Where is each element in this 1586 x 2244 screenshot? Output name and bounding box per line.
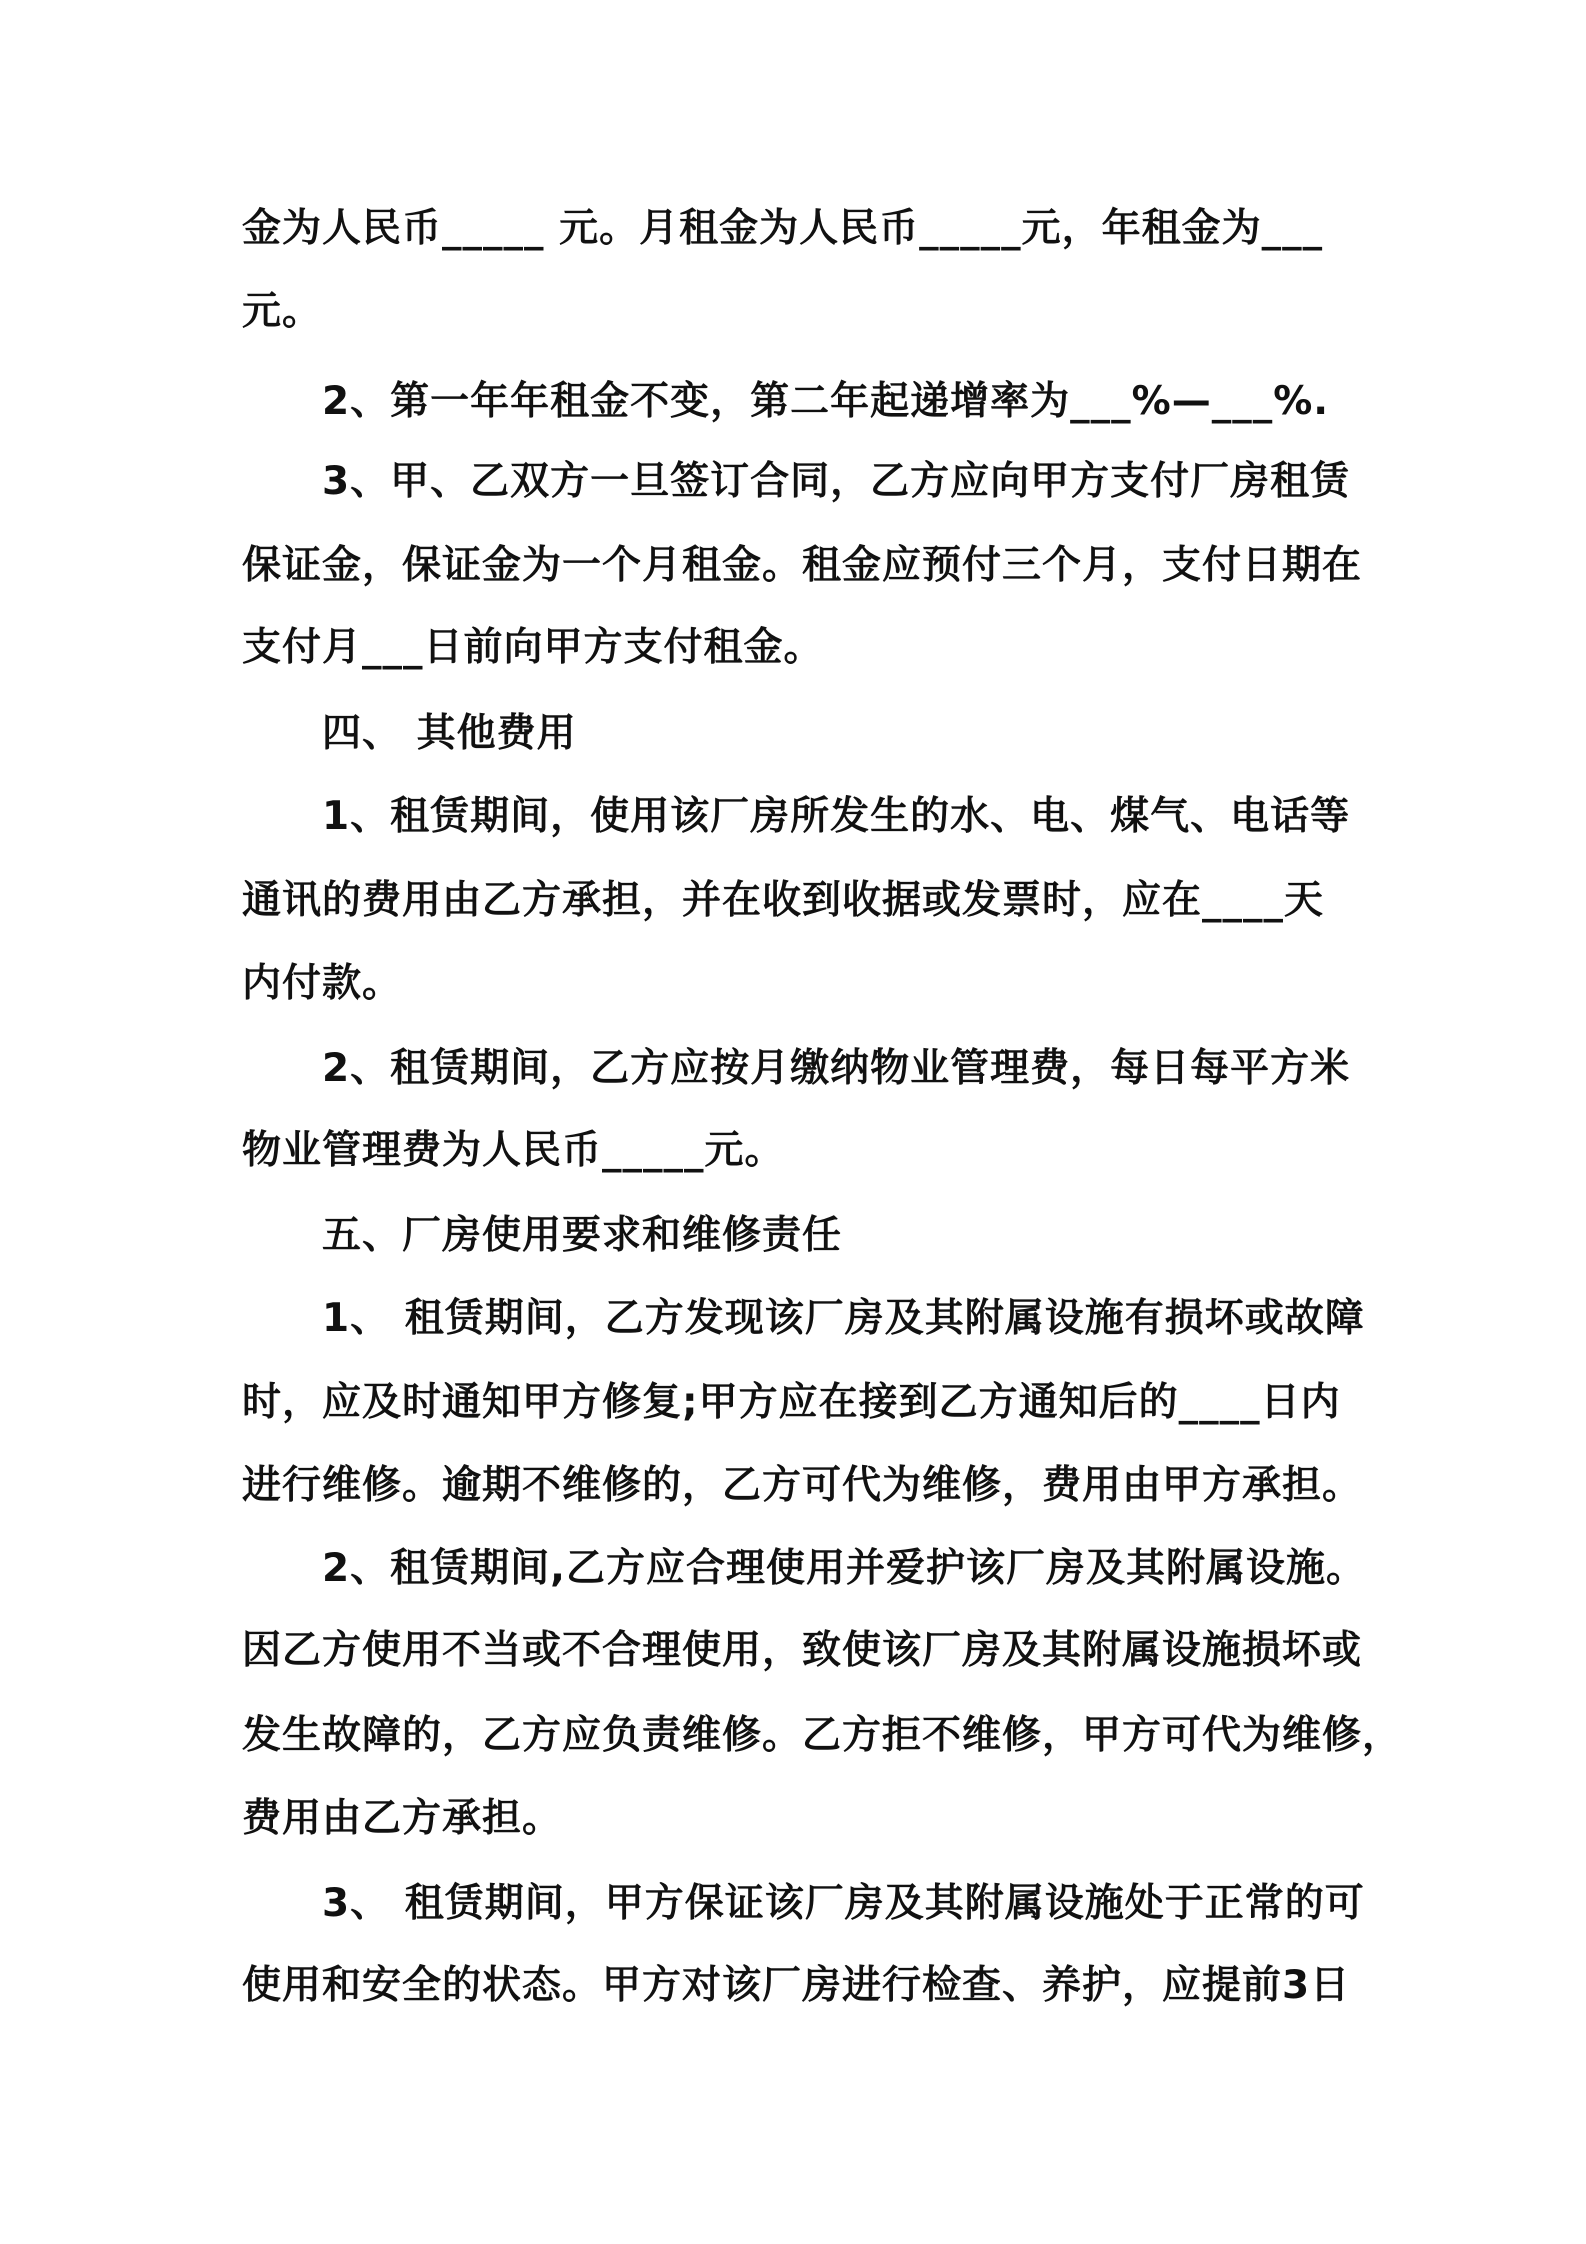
- text-line: 元。: [242, 289, 323, 334]
- text-line: 2、租赁期间,乙方应合理使用并爱护该厂房及其附属设施。: [322, 1546, 1366, 1591]
- text-line: 发生故障的，乙方应负责维修。乙方拒不维修，甲方可代为维修，: [242, 1713, 1403, 1758]
- text-line: 保证金，保证金为一个月租金。租金应预付三个月，支付日期在: [242, 543, 1363, 588]
- section-heading: 四、 其他费用: [322, 711, 577, 756]
- text-line: 费用由乙方承担。: [242, 1796, 563, 1841]
- text-line: 通讯的费用由乙方承担，并在收到收据或发票时，应在____天: [242, 878, 1325, 923]
- text-line: 3、甲、乙双方一旦签订合同，乙方应向甲方支付厂房租赁: [322, 459, 1351, 504]
- text-line: 使用和安全的状态。甲方对该厂房进行检查、养护，应提前3日: [242, 1963, 1351, 2008]
- text-line: 支付月___日前向甲方支付租金。: [242, 625, 824, 670]
- text-line: 内付款。: [242, 961, 403, 1006]
- text-line: 2、租赁期间，乙方应按月缴纳物业管理费，每日每平方米: [322, 1046, 1351, 1091]
- text-line: 因乙方使用不当或不合理使用，致使该厂房及其附属设施损坏或: [242, 1628, 1363, 1673]
- document-page: [242, 0, 1403, 2244]
- text-line: 进行维修。逾期不维修的，乙方可代为维修，费用由甲方承担。: [242, 1463, 1363, 1508]
- text-line: 2、第一年年租金不变，第二年起递增率为___%—___%.: [322, 379, 1330, 424]
- section-heading: 五、厂房使用要求和维修责任: [322, 1213, 843, 1258]
- text-line: 时，应及时通知甲方修复;甲方应在接到乙方通知后的____日内: [242, 1380, 1341, 1425]
- text-line: 3、 租赁期间，甲方保证该厂房及其附属设施处于正常的可: [322, 1881, 1365, 1926]
- text-line: 1、 租赁期间，乙方发现该厂房及其附属设施有损坏或故障: [322, 1296, 1365, 1341]
- text-line: 金为人民币_____ 元。月租金为人民币_____元，年租金为___: [242, 206, 1324, 251]
- text-line: 物业管理费为人民币_____元。: [242, 1128, 785, 1173]
- text-line: 1、租赁期间，使用该厂房所发生的水、电、煤气、电话等: [322, 794, 1351, 839]
